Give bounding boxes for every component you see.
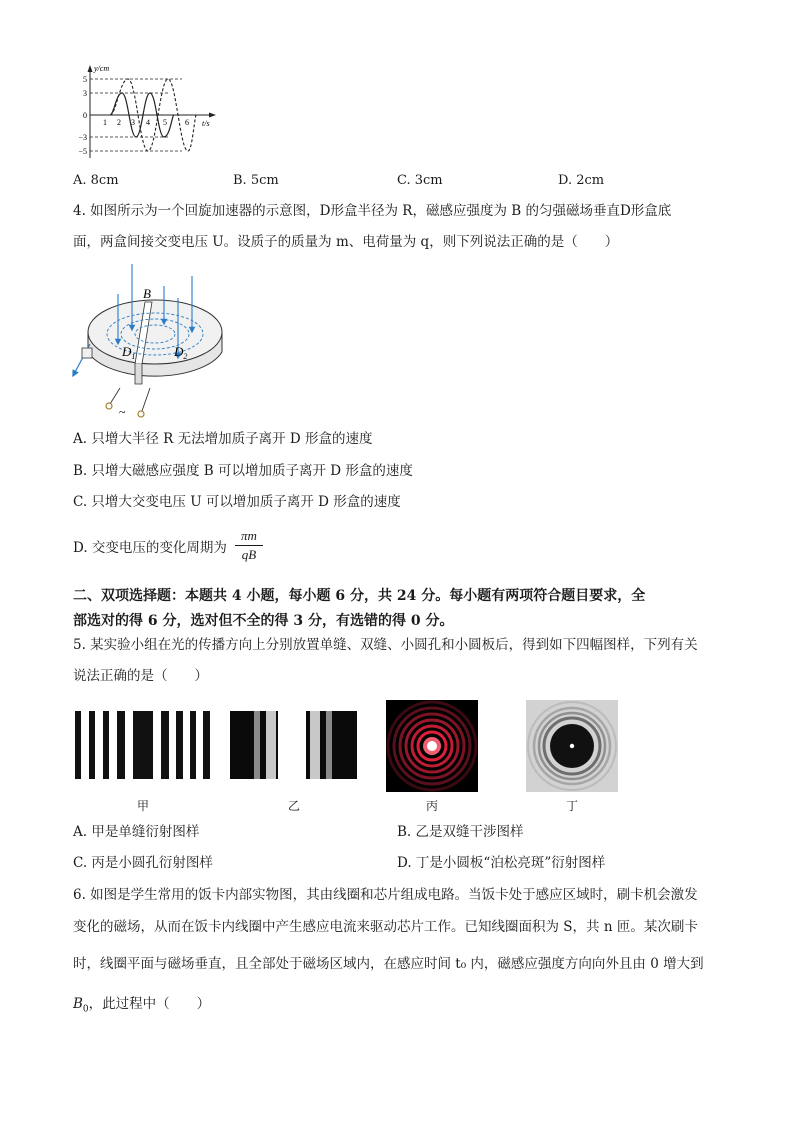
fraction-numerator: πm [241, 528, 257, 543]
q5-stem-line1: 5. 某实验小组在光的传播方向上分别放置单缝、双缝、小圆孔和小圆板后，得到如下四幅图样，下列有关 [73, 637, 698, 653]
q5-option-c[interactable]: C. 丙是小圆孔衍射图样 [73, 855, 213, 871]
d2-label-text: D [174, 344, 184, 359]
d1-label-text: D [122, 344, 132, 359]
q3-option-b[interactable]: B. 5cm [233, 173, 279, 188]
q6-stem-line1: 6. 如图是学生常用的饭卡内部实物图，其由线圈和芯片组成电路。当饭卡处于感应区域时，刷卡机会激发 [73, 887, 698, 903]
q4-option-a[interactable]: A. 只增大半径 R 无法增加质子离开 D 形盒的速度 [73, 431, 373, 447]
q5-option-a[interactable]: A. 甲是单缝衍射图样 [73, 824, 200, 840]
d2-label-sub: 2 [183, 352, 188, 361]
x-tick-label: 1 [103, 118, 107, 127]
y-tick-label: 5 [83, 75, 87, 84]
x-tick-label: 4 [146, 118, 150, 127]
pattern-bing-label: 丙 [426, 799, 439, 813]
x-tick-label: 2 [117, 118, 121, 127]
x-tick-label: 6 [185, 118, 189, 127]
q4-stem-line2: 面，两盒间接交变电压 U。设质子的质量为 m、电荷量为 q，则下列说法正确的是（ ） [73, 234, 619, 250]
q4-option-c[interactable]: C. 只增大交变电压 U 可以增加质子离开 D 形盒的速度 [73, 494, 401, 510]
q5-option-d[interactable]: D. 丁是小圆板“泊松亮斑”衍射图样 [397, 855, 606, 871]
q5-option-b[interactable]: B. 乙是双缝干涉图样 [397, 824, 524, 840]
x-tick-label: 3 [131, 118, 135, 127]
x-tick-label: 5 [163, 118, 167, 127]
q3-option-a[interactable]: A. 8cm [73, 173, 119, 188]
fraction-denominator: qB [241, 547, 257, 562]
q6-stem-line3: 时，线圈平面与磁场垂直，且全部处于磁场区域内，在感应时间 t₀ 内，磁感应强度方向向外且由 0 增大到 [73, 956, 704, 972]
section-heading-line2: 部选对的得 6 分，选对但不全的得 3 分，有选错的得 0 分。 [73, 613, 454, 629]
y-tick-label: −5 [78, 147, 87, 156]
q6-line4-rest: ，此过程中（ ） [88, 996, 211, 1012]
pattern-ding-label: 丁 [566, 799, 579, 813]
q3-option-d[interactable]: D. 2cm [558, 173, 605, 188]
period-fraction [235, 528, 263, 563]
b0-subscript: 0 [82, 1004, 89, 1015]
y-tick-label: −3 [78, 133, 87, 142]
q4-stem-line1: 4. 如图所示为一个回旋加速器的示意图，D形盒半径为 R，磁感应强度为 B 的匀强磁场垂直D形盒底 [73, 203, 672, 219]
y-tick-label: 3 [83, 89, 87, 98]
pattern-jia-label: 甲 [137, 799, 150, 813]
fraction-bar [235, 545, 263, 546]
q4-option-d-prefix: D. 交变电压的变化周期为 [73, 540, 227, 556]
pattern-yi-image [230, 711, 357, 779]
y-axis-label: y/cm [94, 64, 110, 73]
pattern-jia-image [75, 711, 210, 779]
pattern-ding-image [526, 700, 618, 792]
q6-stem-line4 [73, 998, 210, 1015]
q4-option-b[interactable]: B. 只增大磁感应强度 B 可以增加质子离开 D 形盒的速度 [73, 463, 413, 479]
d1-label-sub: 1 [131, 352, 136, 361]
magnetic-field-label: B [143, 286, 151, 301]
y-tick-label: 0 [83, 111, 87, 120]
q6-stem-line2: 变化的磁场，从而在饭卡内线圈中产生感应电流来驱动芯片工作。已知线圈面积为 S，共 n 匝。某次刷卡 [73, 919, 698, 935]
section-heading-line1: 二、双项选择题：本题共 4 小题，每小题 6 分，共 24 分。每小题有两项符合题目要求，全 [73, 588, 646, 604]
ac-source-symbol: ~ [119, 405, 126, 419]
b0-symbol: B [73, 996, 83, 1012]
vibration-graph [70, 62, 230, 162]
x-axis-label: t/s [202, 119, 210, 128]
pattern-bing-image [386, 700, 478, 792]
q5-stem-line2: 说法正确的是（ ） [73, 668, 208, 684]
pattern-yi-label: 乙 [288, 799, 301, 813]
cyclotron-diagram [60, 256, 235, 421]
q3-option-c[interactable]: C. 3cm [397, 173, 443, 188]
